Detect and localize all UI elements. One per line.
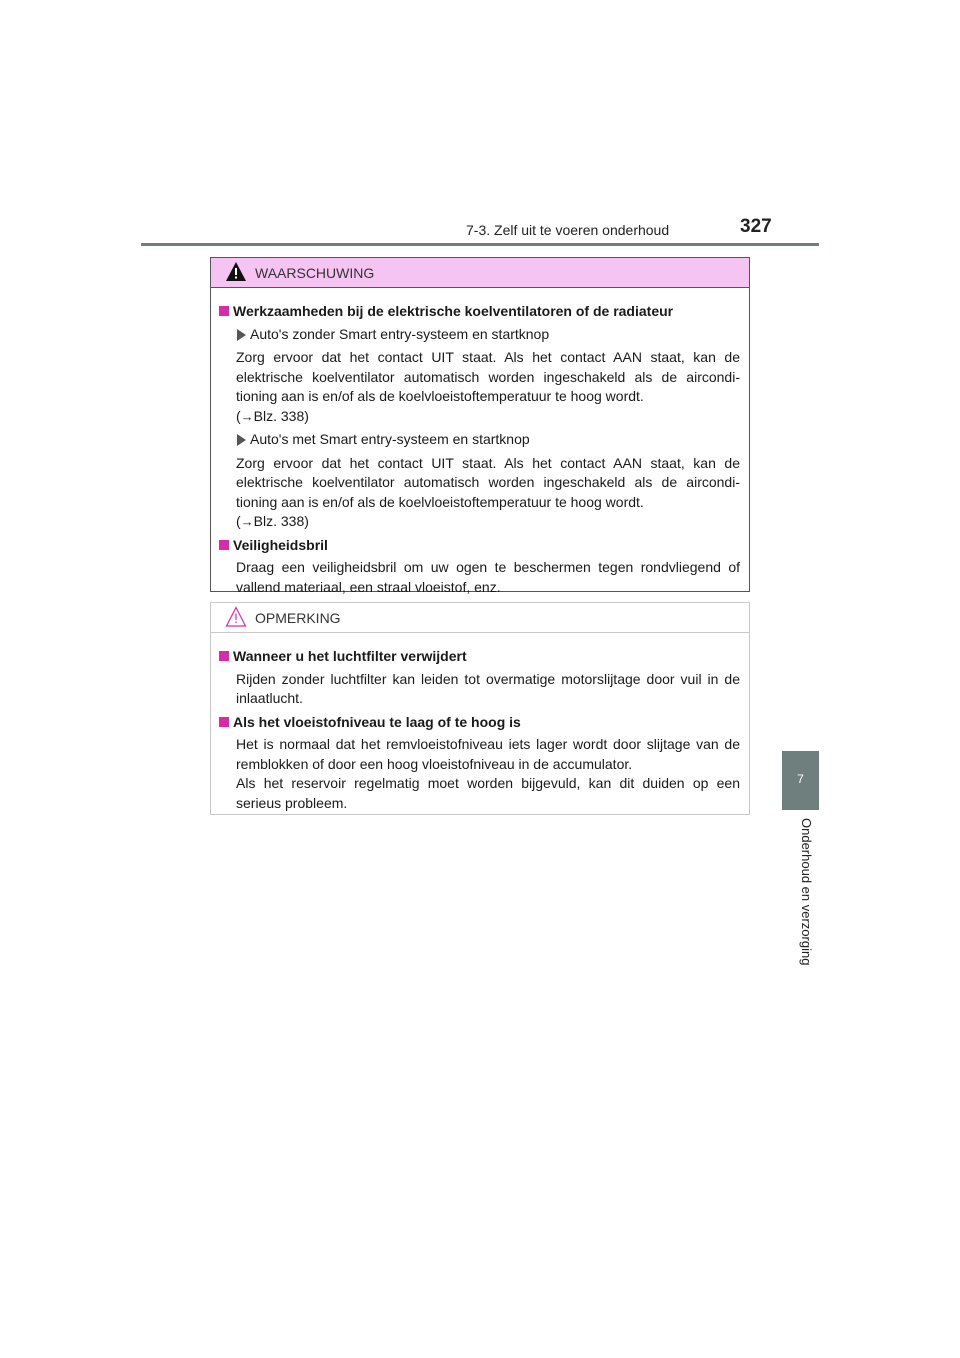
paragraph: Rijden zonder luchtfilter kan leiden tot overmatige motorslijtage door vuil in de inlaatlucht. — [236, 670, 740, 706]
square-bullet-icon — [219, 540, 229, 550]
item-heading: Veiligheidsbril — [219, 536, 740, 556]
notice-header — [211, 603, 749, 633]
paragraph: Het is normaal dat het remvloeistofniveau iets lager wordt door slijtage van de remblokken of door een hoog vloeistofniveau in de accumulator. Als het reservoir regelmatig moet worden bijgevuld, kan dit duiden op een serieus probleem. — [236, 736, 740, 811]
paragraph: Zorg ervoor dat het contact UIT staat. Als het contact AAN staat, kan de elektrische koelventilator automatisch worden ingeschakeld als de aircondi-tioning aan is en/of als de koelvloeistoftemperatuur te hoog wordt. (→Blz. 338) — [236, 349, 740, 424]
item-heading: Als het vloeistofniveau te laag of te hoog is — [219, 713, 740, 733]
page-reference: (→Blz. 338) — [236, 407, 309, 424]
caution-triangle-icon — [225, 606, 247, 628]
warning-body — [211, 288, 749, 597]
triangle-bullet-icon — [237, 434, 246, 446]
item-heading: Werkzaamheden bij de elektrische koelventilatoren of de radiateur — [219, 302, 740, 322]
chapter-title: Onderhoud en verzorging — [799, 818, 814, 966]
warning-label: WAARSCHUWING — [255, 265, 375, 281]
square-bullet-icon — [219, 717, 229, 727]
notice-box — [210, 602, 750, 815]
section-title: 7-3. Zelf uit te voeren onderhoud — [466, 222, 670, 238]
notice-body — [211, 633, 749, 813]
sub-heading: Auto's met Smart entry-systeem en startknop — [236, 430, 740, 450]
square-bullet-icon — [219, 651, 229, 661]
chapter-tab: 7 — [782, 751, 819, 810]
arrow-icon: → — [240, 514, 254, 529]
warning-header — [211, 258, 749, 288]
page-number: 327 — [740, 216, 772, 237]
warning-box — [210, 257, 750, 595]
square-bullet-icon — [219, 306, 229, 316]
paragraph: Draag een veiligheidsbril om uw ogen te beschermen tegen rondvliegend of vallend materiaal, een straal vloeistof, enz. — [236, 559, 740, 595]
arrow-icon: → — [240, 408, 254, 424]
sub-heading: Auto's zonder Smart entry-systeem en startknop — [236, 325, 740, 345]
warning-triangle-icon — [225, 261, 247, 283]
paragraph: Zorg ervoor dat het contact UIT staat. Als het contact AAN staat, kan de elektrische koelventilator automatisch worden ingeschakeld als de aircondi-tioning aan is en/of als de koelvloeistoftemperatuur te hoog wordt. (→Blz. 338) — [236, 454, 740, 529]
header-rule — [141, 243, 819, 246]
page-reference: (→Blz. 338) — [236, 513, 309, 529]
triangle-bullet-icon — [237, 329, 246, 341]
notice-label: OPMERKING — [255, 610, 341, 626]
item-heading: Wanneer u het luchtfilter verwijdert — [219, 647, 740, 667]
